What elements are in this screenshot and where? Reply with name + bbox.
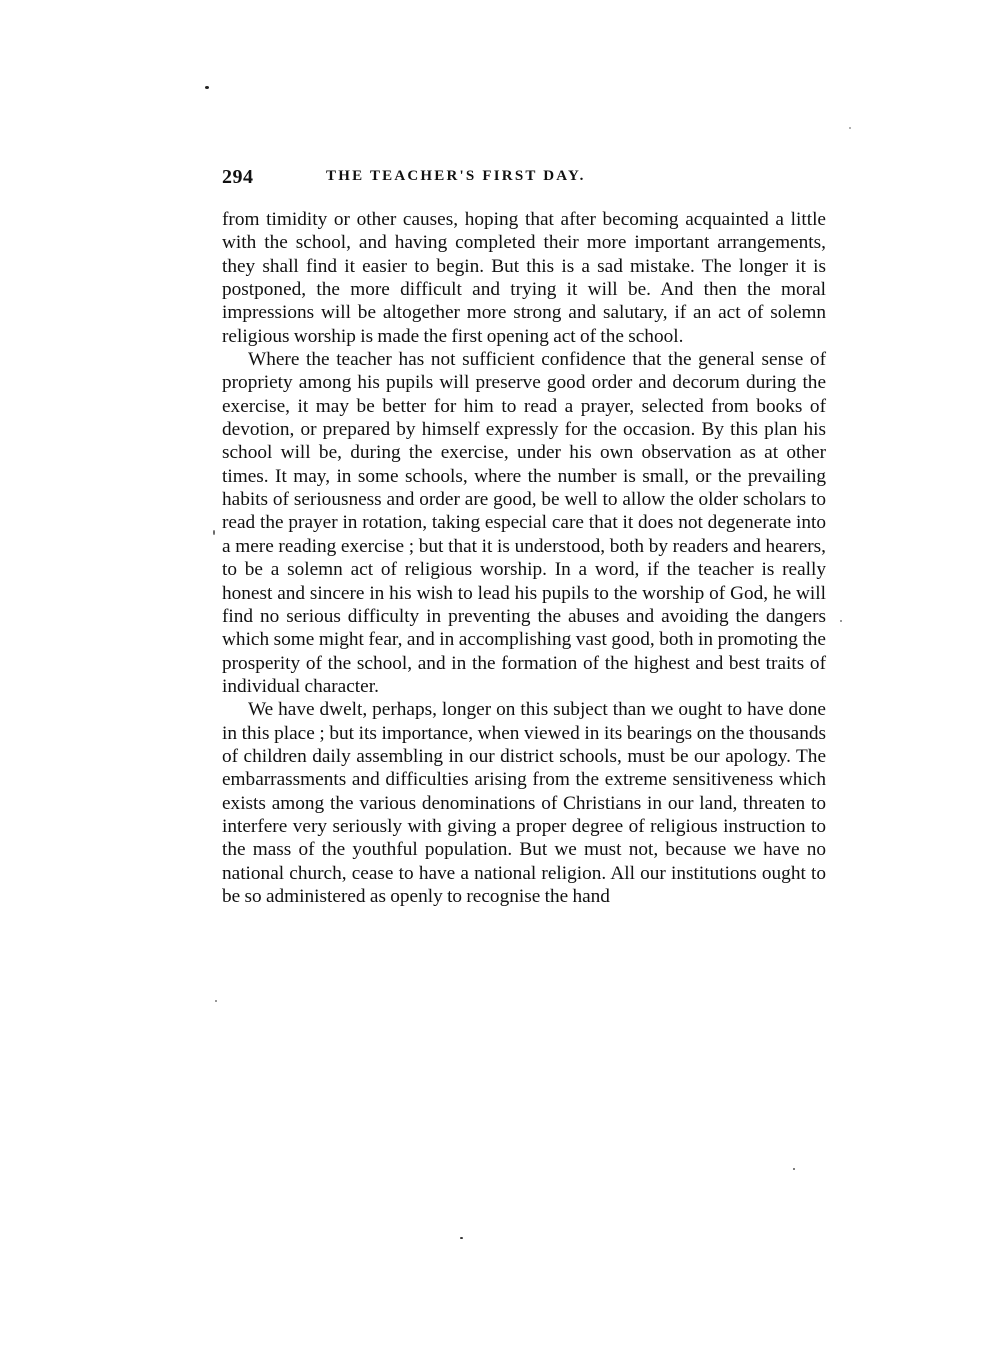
scan-speck xyxy=(205,86,209,89)
paragraph-1: from timidity or other causes, hoping that after becoming acquainted a little with the school, and having completed their more important arrangements, they shall find it easier to begin. But this is a sad mistake. The longer it is postponed, the more difficult and trying it will be. And then the moral impressions will be altogether more strong and salutary, if an act of solemn religious worship is made the first opening act of the school. xyxy=(222,209,826,347)
paragraph-2: Where the teacher has not sufficient confidence that the general sense of propriety among his pupils will preserve good order and decorum during the exercise, it may be better for him to read a prayer, selected from books of devotion, or prepared by himself expressly for the occasion. By this plan his school will be, during the exercise, under his own observation as at other times. It may, in some schools, where the number is small, or the prevailing habits of seriousness and order are good, be well to allow the older scholars to read the prayer in rotation, taking especial care that it does not degenerate into a mere reading exercise ; but that it is understood, both by readers and hearers, to be a solemn act of religious worship. In a word, if the teacher is really honest and sincere in his wish to lead his pupils to the worship of God, he will find no serious difficulty in preventing the abuses and avoiding the dangers which some might fear, and in accomplishing vast good, both in promoting the prosperity of the school, and in the formation of the highest and best traits of individual character. xyxy=(222,349,826,697)
body-text xyxy=(222,208,826,908)
scan-speck xyxy=(793,1168,795,1170)
page-header xyxy=(222,166,826,192)
scan-speck xyxy=(213,530,215,535)
page-number: 294 xyxy=(222,166,254,188)
scan-speck xyxy=(840,620,842,622)
scan-speck xyxy=(215,1000,217,1002)
running-head: THE TEACHER'S FIRST DAY. xyxy=(326,168,586,184)
paragraph-3: We have dwelt, perhaps, longer on this subject than we ought to have done in this place ; but its importance, when viewed in its bearings on the thousands of children daily assembling in our district schools, must be our apology. The embarrassments and difficulties arising from the extreme sensitiveness which exists among the various denominations of Christians in our land, threaten to interfere very seriously with giving a proper degree of religious instruction to the mass of the youthful population. But we must not, because we have no national church, cease to have a national religion. All our institutions ought to be so administered as openly to recognise the hand xyxy=(222,699,826,907)
scan-speck xyxy=(849,127,851,129)
scan-speck xyxy=(460,1237,463,1239)
